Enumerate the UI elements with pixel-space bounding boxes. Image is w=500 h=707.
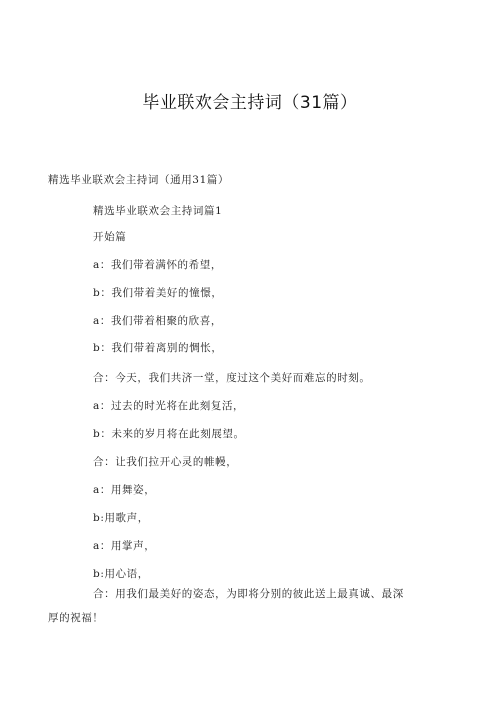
script-line: b：我们带着美好的憧憬， (93, 287, 223, 299)
document-subtitle: 精选毕业联欢会主持词（通用31篇） (48, 174, 230, 186)
script-line: a：用掌声， (93, 540, 156, 552)
document-title: 毕业联欢会主持词（31篇） (142, 93, 358, 113)
section-title: 精选毕业联欢会主持词篇1 (93, 205, 223, 217)
script-line: b：我们带着离别的惆怅， (93, 342, 223, 354)
script-line: 合：让我们拉开心灵的帷幔， (93, 456, 238, 468)
script-line: 合：今天，我们共济一堂，度过这个美好而难忘的时刻。 (93, 372, 371, 384)
script-line: a：过去的时光将在此刻复活， (93, 400, 245, 412)
script-line: b:用心语， (93, 568, 149, 580)
closing-paragraph: 合：用我们最美好的姿态，为即将分别的彼此送上最真诚、最深厚的祝福！ (48, 588, 404, 624)
script-line: b:用歌声， (93, 512, 149, 524)
script-line: a：用舞姿， (93, 484, 156, 496)
script-line: b：未来的岁月将在此刻展望。 (93, 428, 245, 440)
part-label: 开始篇 (93, 231, 127, 243)
script-line: a：我们带着相聚的欣喜， (93, 315, 222, 327)
script-line: a：我们带着满怀的希望， (93, 259, 222, 271)
